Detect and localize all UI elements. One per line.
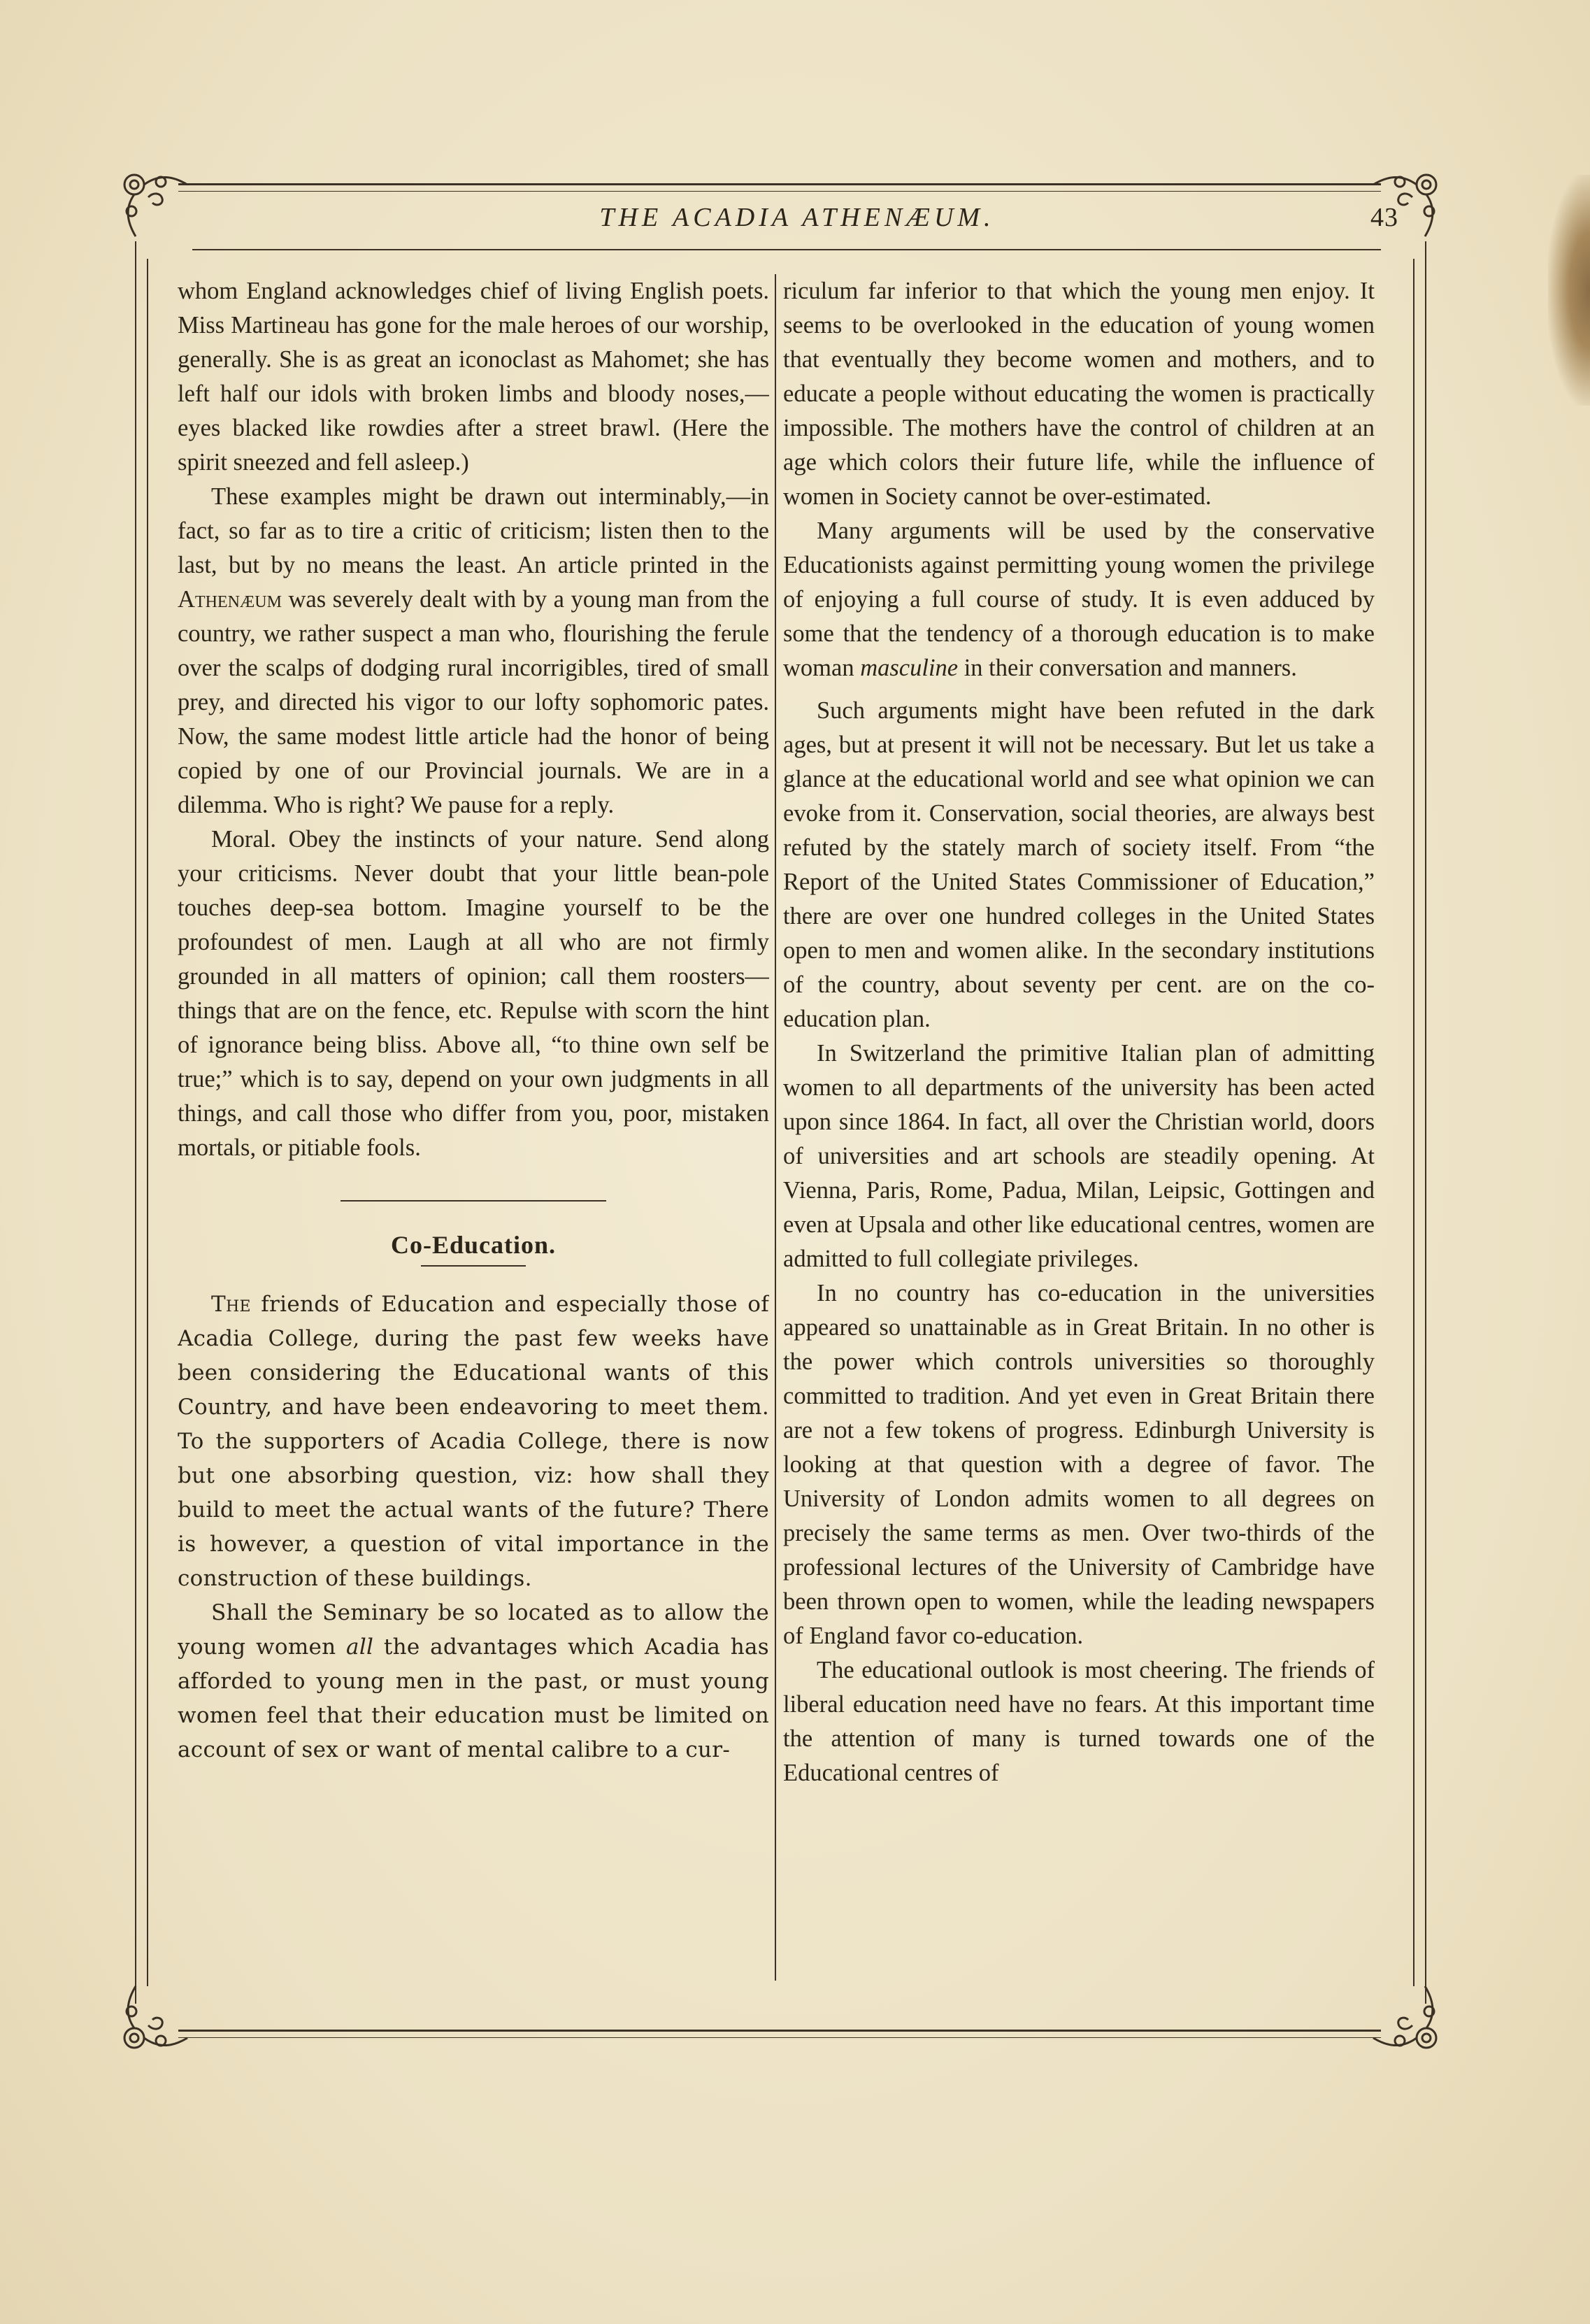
corner-ornament-bottom-right-icon — [1366, 1979, 1443, 2056]
emphasis: all — [346, 1634, 374, 1660]
paragraph-text: in their conversation and manners. — [964, 655, 1297, 681]
paragraph — [178, 1596, 769, 1767]
frame-bottom-rule-outer — [178, 2030, 1381, 2032]
right-column — [783, 274, 1375, 1974]
corner-ornament-bottom-left-icon — [117, 1979, 194, 2056]
section-separator — [341, 1200, 606, 1202]
paragraph: riculum far inferior to that which the young men enjoy. It seems to be overlooked in the education of young women that eventually they become women and mothers, and to educate a people without educating the women is practically impossible. The mothers have the control of children at an age which colors their future life, while the influence of women in Society cannot be over-estimated. — [783, 278, 1375, 510]
page-number: 43 — [1370, 203, 1398, 232]
frame-right-rule-outer — [1425, 241, 1426, 2004]
emphasis: masculine — [860, 655, 959, 681]
paragraph — [178, 480, 769, 822]
paper-stain — [1548, 175, 1590, 406]
journal-title: THE ACADIA ATHENÆUM. — [599, 203, 995, 232]
frame-top-rule-outer — [178, 183, 1381, 185]
article-body — [178, 1288, 769, 1767]
paragraph-text: Many arguments will be used by the conservative Educationists against permitting young women the privilege of enjoying a full course of study. It is even adduced by some that the tendency of a thorough education is to make woman — [783, 518, 1375, 681]
frame-left-rule-inner — [147, 259, 148, 1986]
paragraph — [178, 1288, 769, 1596]
left-column — [178, 274, 769, 1974]
frame-right-rule-inner — [1413, 259, 1414, 1986]
paragraph-text: Shall the Seminary be so located as to allow the young women — [178, 1600, 769, 1660]
lead-word: The — [211, 1292, 251, 1317]
frame-bottom-rule-inner — [178, 2037, 1381, 2038]
paragraph-text: was severely dealt with by a young man from the country, we rather suspect a man who, flourishing the ferule over the scalps of dodging rural incorrigibles, tired of small prey, and directed his vigor to our lofty sophomoric pates. Now, the same modest little article had the honor of being copied by one of our Provincial journals. We are in a dilemma. Who is right? We pause for a reply. — [178, 586, 769, 818]
paragraph: Such arguments might have been refuted in the dark ages, but at present it will not be necessary. But let us take a glance at the educational world and see what opinion we can evoke from it. Conservation, social theories, are always best refuted by the stately march of society itself. From “the Report of the United States Commissioner of Education,” there are over one hundred colleges in the United States open to men and women alike. In the secondary institutions of the country, about seventy per cent. are on the co-education plan. — [783, 697, 1375, 1032]
article-heading: Co-Education. — [390, 1231, 557, 1259]
paragraph-text: friends of Education and especially those of Acadia College, during the past few weeks have been considering the Educational wants of this Country, and have been endeavoring to meet them. To the supporters of Acadia College, there is now but one absorbing question, viz: how shall they build to meet the actual wants of the future? There is however, a question of vital importance in the construction of these buildings. — [178, 1292, 769, 1591]
column-divider — [775, 274, 776, 1981]
paragraph: In no country has co-education in the universities appeared so unattainable as in Great Britain. In no other is the power which controls universities so thoroughly committed to tradition. And yet even in Great Britain there are not a few tokens of progress. Edinburgh University is looking at that question with a degree of favor. The University of London admits women to all degrees on precisely the same terms as men. Over two-thirds of the professional lectures of the University of Cambridge have been thrown open to women, while the leading newspapers of England favor co-education. — [783, 1280, 1375, 1649]
athenaeum-name: Athenæum — [178, 586, 282, 613]
paragraph: The educational outlook is most cheering. The friends of liberal education need have no fears. At this important time the attention of many is turned towards one of the Educational centres of — [783, 1657, 1375, 1786]
paragraph-text: These examples might be drawn out interminably,—in fact, so far as to tire a critic of criticism; listen then to the last, but by no means the least. An article printed in the — [178, 483, 769, 578]
paragraph-text: the advantages which Acadia has afforded to young men in the past, or must young women feel that their education must be limited on account of sex or want of mental calibre to a cur- — [178, 1634, 769, 1762]
paragraph: In Switzerland the primitive Italian plan of admitting women to all departments of the university has been acted upon since 1864. In fact, all over the Christian world, doors of universities and art schools are steadily opening. At Vienna, Paris, Rome, Padua, Milan, Leipsic, Gottingen and even at Upsala and other like educational centres, women are admitted to full collegiate privileges. — [783, 1040, 1375, 1272]
heading-underline — [421, 1265, 526, 1267]
header-underline — [192, 249, 1381, 250]
running-header — [196, 198, 1398, 240]
corner-ornament-top-left-icon — [117, 166, 194, 243]
frame-top-rule-inner — [178, 191, 1381, 192]
paragraph — [783, 514, 1375, 685]
frame-left-rule-outer — [135, 241, 136, 2004]
paragraph: whom England acknowledges chief of living English poets. Miss Martineau has gone for the male heroes of our worship, generally. She is as great an iconoclast as Mahomet; she has left half our idols with broken limbs and bloody noses,—eyes blacked like rowdies after a street brawl. (Here the spirit sneezed and fell asleep.) — [178, 278, 769, 476]
paragraph: Moral. Obey the instincts of your nature. Send along your criticisms. Never doubt that your little bean-pole touches deep-sea bottom. Imagine yourself to be the profoundest of men. Laugh at all who are not firmly grounded in all matters of opinion; call them roosters—things that are on the fence, etc. Repulse with scorn the hint of ignorance being bliss. Above all, “to thine own self be true;” which is to say, depend on your own judgments in all things, and call those who differ from you, poor, mistaken mortals, or pitiable fools. — [178, 826, 769, 1161]
